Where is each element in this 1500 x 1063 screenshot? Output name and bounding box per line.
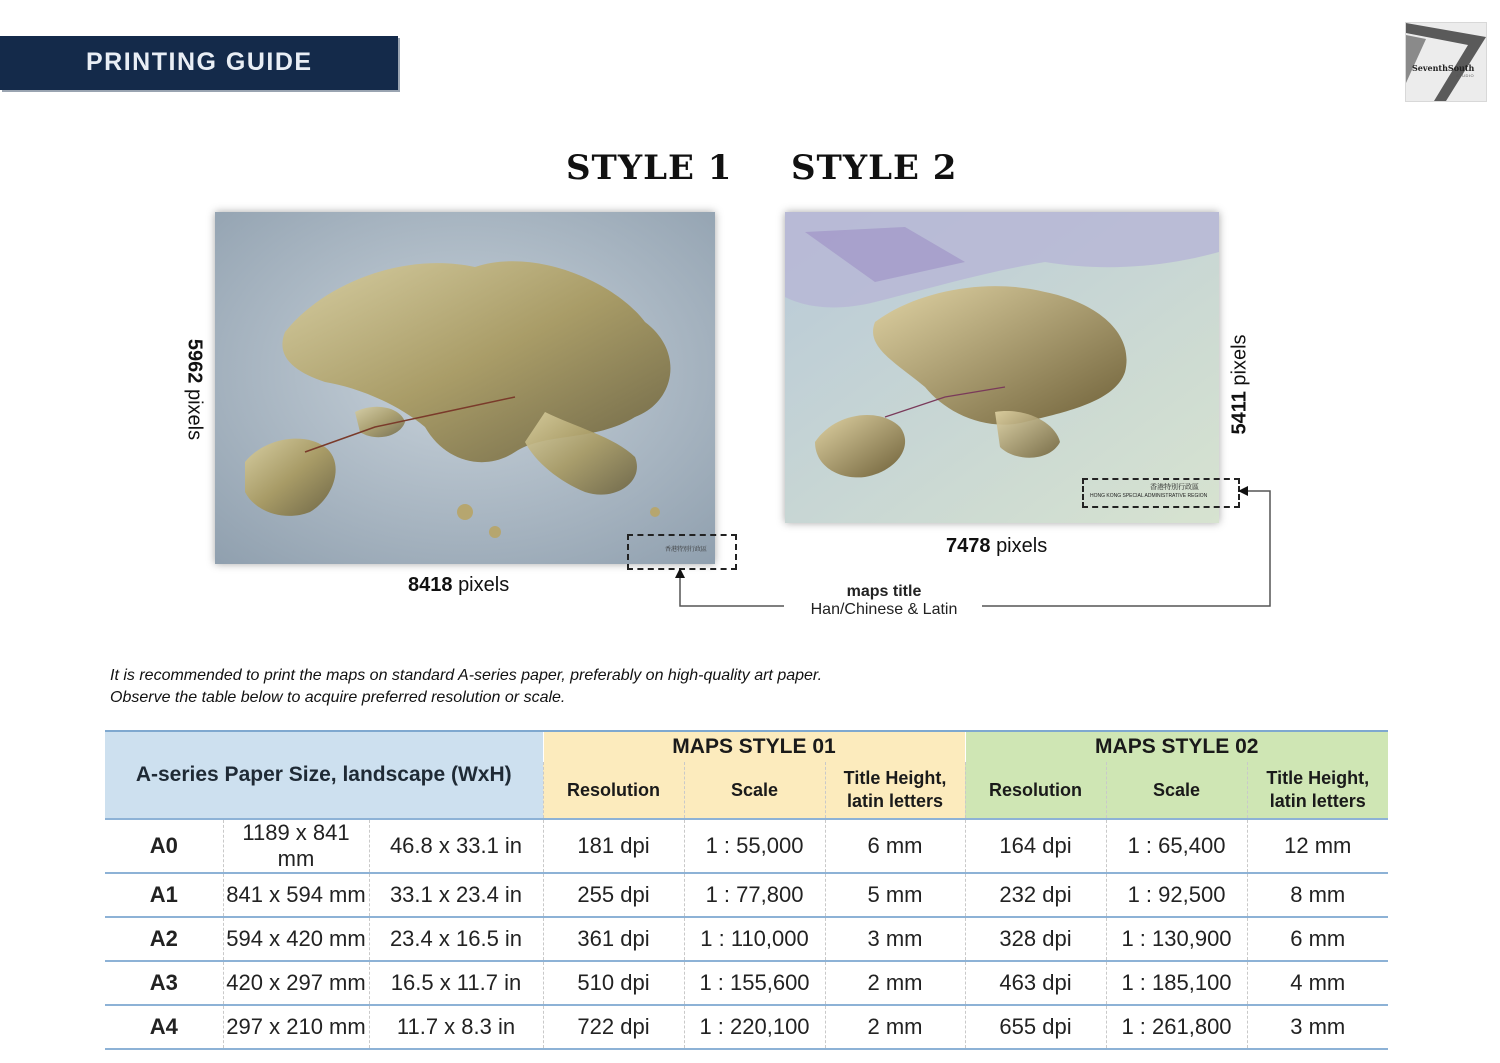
map-title-label-style-2: 香港特別行政區 [1150,484,1199,491]
paper-size-cell: A2 [105,917,223,961]
map-title-box-style-1 [627,534,737,570]
style2-scale-cell: 1 : 185,100 [1106,961,1247,1005]
table-row [105,819,1388,873]
paper-size-cell: A1 [105,873,223,917]
style2-title-height-cell: 8 mm [1247,873,1388,917]
size-in-cell: 16.5 x 11.7 in [369,961,543,1005]
note-line-1: It is recommended to print the maps on standard A-series paper, preferably on high-quality art paper. [110,667,823,684]
header-banner [0,36,398,90]
maps-style-02-header: MAPS STYLE 02 [965,731,1388,762]
style1-resolution-cell: 361 dpi [543,917,684,961]
size-mm-cell: 420 x 297 mm [223,961,369,1005]
map-style-1-image [215,212,715,564]
logo-mark-icon [1406,23,1486,101]
size-in-cell: 33.1 x 23.4 in [369,873,543,917]
style2-scale-cell: 1 : 65,400 [1106,819,1247,873]
callout-subtitle: Han/Chinese & Latin [810,601,958,618]
style1-title-height-cell: 5 mm [825,873,965,917]
style1-title-height-cell: 3 mm [825,917,965,961]
style2-scale-cell: 1 : 130,900 [1106,917,1247,961]
style2-scale-header: Scale [1106,762,1247,819]
size-in-cell: 23.4 x 16.5 in [369,917,543,961]
style-2-title: STYLE 2 [791,148,958,188]
style-2-width-label: 7478 pixels [946,535,1048,557]
paper-size-cell: A3 [105,961,223,1005]
paper-size-header: A-series Paper Size, landscape (WxH) [105,731,543,819]
style1-resolution-cell: 255 dpi [543,873,684,917]
style1-scale-cell: 1 : 110,000 [684,917,825,961]
size-mm-cell: 594 x 420 mm [223,917,369,961]
callout-title: maps title [846,583,922,600]
style2-title-height-cell: 3 mm [1247,1005,1388,1049]
size-mm-cell: 841 x 594 mm [223,873,369,917]
note-line-2: Observe the table below to acquire preferred resolution or scale. [110,689,566,706]
style2-title-height-cell: 12 mm [1247,819,1388,873]
page-title: PRINTING GUIDE [86,48,313,76]
style1-resolution-cell: 181 dpi [543,819,684,873]
style-1-width-label: 8418 pixels [408,574,510,596]
studio-logo [1405,22,1487,102]
style2-resolution-cell: 655 dpi [965,1005,1106,1049]
table-row [105,961,1388,1005]
style-1-height-label: 5962 pixels [183,338,206,441]
map-style-2-image [785,212,1219,523]
style1-scale-cell: 1 : 155,600 [684,961,825,1005]
style2-scale-cell: 1 : 261,800 [1106,1005,1247,1049]
paper-size-cell: A0 [105,819,223,873]
printing-note [110,665,822,709]
paper-size-cell: A4 [105,1005,223,1049]
maps-title-callout [784,583,984,619]
style1-title-height-cell: 2 mm [825,1005,965,1049]
style2-resolution-cell: 463 dpi [965,961,1106,1005]
logo-text: SeventhSouth [1412,63,1475,73]
style1-title-height-cell: 2 mm [825,961,965,1005]
map-title-latin-style-2: HONG KONG SPECIAL ADMINISTRATIVE REGION [1090,493,1208,499]
style2-title-height-header: Title Height, latin letters [1247,762,1388,819]
style-2-height-label: 5411 pixels [1228,334,1251,435]
logo-subtext: STUDIO [1456,73,1475,78]
style1-title-height-cell: 6 mm [825,819,965,873]
style2-resolution-header: Resolution [965,762,1106,819]
style2-title-height-cell: 6 mm [1247,917,1388,961]
size-in-cell: 46.8 x 33.1 in [369,819,543,873]
style-1-title: STYLE 1 [566,148,733,188]
style1-scale-cell: 1 : 55,000 [684,819,825,873]
style2-resolution-cell: 328 dpi [965,917,1106,961]
style1-scale-header: Scale [684,762,825,819]
table-row [105,873,1388,917]
style1-resolution-cell: 722 dpi [543,1005,684,1049]
size-in-cell: 11.7 x 8.3 in [369,1005,543,1049]
style2-scale-cell: 1 : 92,500 [1106,873,1247,917]
style1-title-height-header: Title Height, latin letters [825,762,965,819]
map-title-label-style-1: 香港特別行政區 [665,547,708,553]
style2-resolution-cell: 164 dpi [965,819,1106,873]
table-row [105,1005,1388,1049]
style2-title-height-cell: 4 mm [1247,961,1388,1005]
maps-style-01-header: MAPS STYLE 01 [543,731,965,762]
style1-resolution-cell: 510 dpi [543,961,684,1005]
size-mm-cell: 297 x 210 mm [223,1005,369,1049]
style1-scale-cell: 1 : 77,800 [684,873,825,917]
table-row [105,917,1388,961]
map-title-box-style-2 [1082,478,1240,508]
style1-scale-cell: 1 : 220,100 [684,1005,825,1049]
style1-resolution-header: Resolution [543,762,684,819]
printing-guide-table [105,730,1388,1050]
style2-resolution-cell: 232 dpi [965,873,1106,917]
size-mm-cell: 1189 x 841 mm [223,819,369,873]
